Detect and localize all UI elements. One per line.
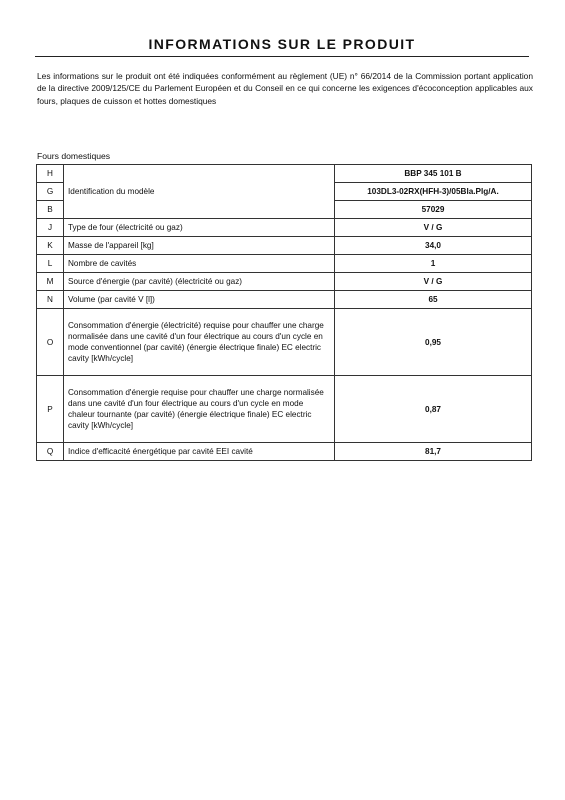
row-code: N [37, 291, 64, 309]
row-value: 1 [335, 255, 532, 273]
row-description: Nombre de cavités [64, 255, 335, 273]
product-info-table [36, 164, 532, 461]
table-row [37, 443, 532, 461]
row-description: Masse de l'appareil [kg] [64, 237, 335, 255]
row-description: Consommation d'énergie (électricité) requise pour chauffer une charge normalisée dans une cavité d'un four électrique au cours d'un cycle en mode conventionnel (par cavité) (énergie électrique finale) EC electric cavity [kWh/cycle] [64, 309, 335, 376]
row-code: B [37, 201, 64, 219]
row-value: V / G [335, 273, 532, 291]
model-value-b: 57029 [335, 201, 532, 219]
table-row [37, 219, 532, 237]
row-code: K [37, 237, 64, 255]
section-subtitle: Fours domestiques [37, 151, 111, 161]
intro-paragraph: Les informations sur le produit ont été indiquées conformément au règlement (UE) n° 66/2014 de la Commission portant application de la directive 2009/125/CE du Parlement Européen et du Conseil en ce qui concerne les exigences d'écoconception applicables aux fours, plaques de cuisson et hottes domestiques [37, 71, 533, 106]
table-row [37, 376, 532, 443]
model-identification-label: Identification du modèle [64, 165, 335, 219]
row-value: 65 [335, 291, 532, 309]
row-code: M [37, 273, 64, 291]
model-value-g: 103DL3-02RX(HFH-3)/05Bla.Plg/A. [335, 183, 532, 201]
row-code: L [37, 255, 64, 273]
row-code: G [37, 183, 64, 201]
row-description: Volume (par cavité V [l]) [64, 291, 335, 309]
row-code: H [37, 165, 64, 183]
row-code: O [37, 309, 64, 376]
model-value-h: BBP 345 101 B [335, 165, 532, 183]
row-description: Type de four (électricité ou gaz) [64, 219, 335, 237]
document-title: INFORMATIONS SUR LE PRODUIT [35, 36, 529, 57]
table-row [37, 309, 532, 376]
table-row [37, 237, 532, 255]
row-value: V / G [335, 219, 532, 237]
row-code: P [37, 376, 64, 443]
row-description: Consommation d'énergie requise pour chauffer une charge normalisée dans une cavité d'un four électrique au cours d'un cycle en mode chaleur tournante (par cavité) (énergie électrique finale) EC electric cavity [kWh/cycle] [64, 376, 335, 443]
table-row [37, 255, 532, 273]
table-row [37, 165, 532, 183]
row-value: 0,87 [335, 376, 532, 443]
row-description: Indice d'efficacité énergétique par cavité EEI cavité [64, 443, 335, 461]
table-row [37, 273, 532, 291]
row-value: 81,7 [335, 443, 532, 461]
row-value: 34,0 [335, 237, 532, 255]
row-description: Source d'énergie (par cavité) (électricité ou gaz) [64, 273, 335, 291]
table-row [37, 291, 532, 309]
row-code: Q [37, 443, 64, 461]
row-value: 0,95 [335, 309, 532, 376]
row-code: J [37, 219, 64, 237]
